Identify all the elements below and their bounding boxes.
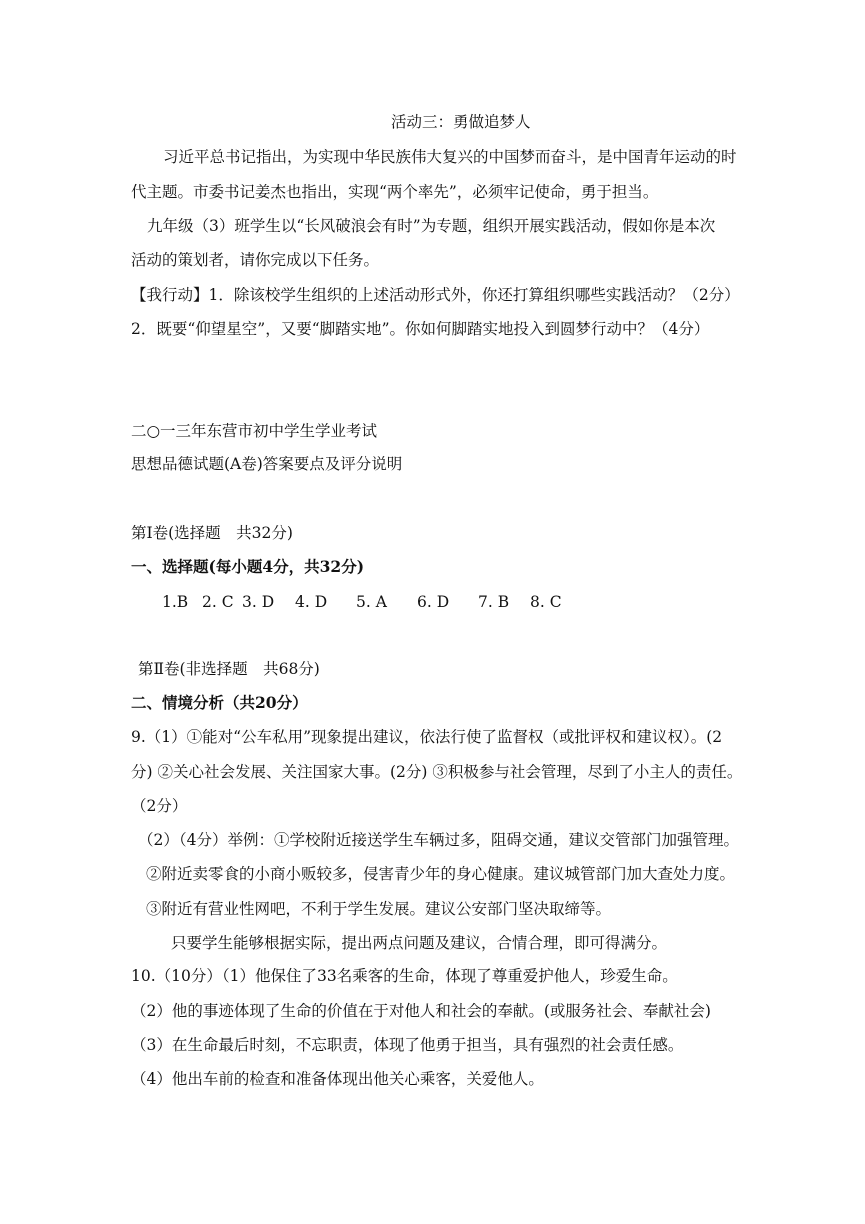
question-2: 2．既要“仰望星空”，又要“脚踏实地”。你如何脚踏实地投入到圆梦行动中？（4分）	[131, 320, 710, 338]
answer-10-line-3: （3）在生命最后时刻，不忘职责，体现了他勇于担当，具有强烈的社会责任感。	[131, 1036, 684, 1054]
activity-title: 活动三：勇做追梦人	[391, 113, 531, 131]
choice-answer: 7. B	[478, 593, 510, 611]
answer-9-line-3: （2分）	[131, 797, 188, 815]
part-1-section-heading: 一、选择题(每小题4分，共32分)	[131, 557, 365, 576]
activity-paragraph-2-line-1: 九年级（3）班学生以“长风破浪会有时”为专题，组织开展实践活动，假如你是本次	[147, 217, 716, 235]
answer-9-2-line-3: ③附近有营业性网吧，不利于学生发展。建议公安部门坚决取缔等。	[146, 900, 612, 918]
answer-9-scoring-note: 只要学生能够根据实际，提出两点问题及建议，合情合理，即可得满分。	[171, 934, 668, 952]
answer-10-line-2: （2）他的事迹体现了生命的价值在于对他人和社会的奉献。(或服务社会、奉献社会)	[131, 1002, 711, 1020]
choice-answer: 2. C	[202, 593, 234, 611]
answer-10-line-1: 10.（10分）（1）他保住了33名乘客的生命，体现了尊重爱护他人，珍爱生命。	[131, 967, 678, 985]
part-2-title: 第Ⅱ卷(非选择题 共68分)	[138, 660, 320, 678]
choice-answer: 4. D	[295, 593, 328, 611]
part-1-title: 第Ⅰ卷(选择题 共32分)	[131, 524, 293, 542]
answer-9-2-line-2: ②附近卖零食的小商小贩较多，侵害青少年的身心健康。建议城管部门加大查处力度。	[146, 865, 736, 883]
answer-header-subtitle: 思想品德试题(A卷)答案要点及评分说明	[131, 455, 403, 473]
activity-paragraph-1-line-1: 习近平总书记指出，为实现中华民族伟大复兴的中国梦而奋斗，是中国青年运动的时	[163, 148, 737, 166]
activity-paragraph-1-line-2: 代主题。市委书记姜杰也指出，实现“两个率先”，必须牢记使命，勇于担当。	[131, 183, 659, 201]
activity-paragraph-2-line-2: 活动的策划者，请你完成以下任务。	[131, 251, 380, 269]
answer-header-title: 二○一三年东营市初中学生学业考试	[131, 422, 378, 440]
question-1: 【我行动】1．除该校学生组织的上述活动形式外，你还打算组织哪些实践活动？（2分）	[131, 286, 740, 304]
choice-answer: 5. A	[356, 593, 387, 611]
answer-9-2-line-1: （2）（4分）举例：①学校附近接送学生车辆过多，阻碍交通，建议交管部门加强管理。	[138, 831, 739, 849]
choice-answers	[162, 592, 562, 612]
choice-answer: 3. D	[242, 593, 275, 611]
answer-9-line-1: 9.（1）①能对“公车私用”现象提出建议，依法行使了监督权（或批评权和建议权）。(2	[131, 728, 723, 746]
choice-answer: 8. C	[530, 593, 562, 611]
part-2-section-heading: 二、情境分析（共20分）	[131, 693, 308, 712]
choice-answer: 6. D	[417, 593, 450, 611]
choice-answer: 1.B	[162, 593, 189, 611]
answer-9-line-2: 分) ②关心社会发展、关注国家大事。(2分) ③积极参与社会管理，尽到了小主人的责任。	[131, 763, 743, 781]
answer-10-line-4: （4）他出车前的检查和准备体现出他关心乘客，关爱他人。	[131, 1070, 544, 1088]
